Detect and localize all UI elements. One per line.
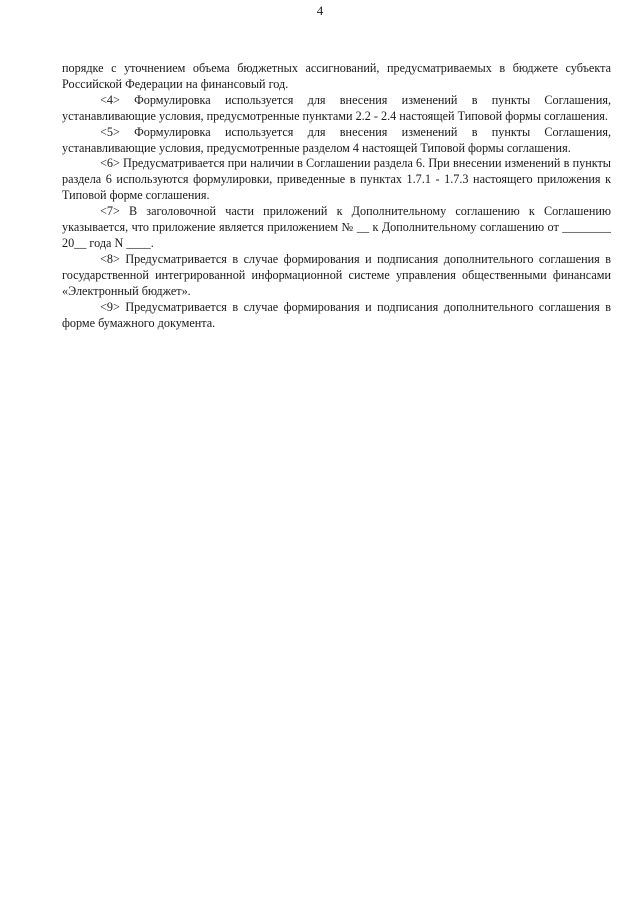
- footnote-4: <4> Формулировка используется для внесения изменений в пункты Соглашения, устанавливающие условия, предусмотренные пунктами 2.2 - 2.4 настоящей Типовой формы соглашения.: [62, 92, 611, 123]
- paragraph-continuation: порядке с уточнением объема бюджетных ассигнований, предусматриваемых в бюджете субъекта Российской Федерации на финансовый год.: [62, 61, 611, 91]
- footnote-9: <9> Предусматривается в случае формирования и подписания дополнительного соглашения в форме бумажного документа.: [62, 299, 611, 330]
- footnote-7: <7> В заголовочной части приложений к Дополнительному соглашению к Соглашению указывается, что приложение является приложением № __ к Дополнительному соглашению от ________ 20__ года N ____.: [62, 204, 611, 250]
- document-body: [62, 61, 611, 331]
- footnote-8: <8> Предусматривается в случае формирования и подписания дополнительного соглашения в государственной интегрированной информационной системе управления общественными финансами «Электронный бюджет».: [62, 251, 611, 298]
- page-number: 4: [316, 3, 324, 18]
- footnote-6: <6> Предусматривается при наличии в Соглашении раздела 6. При внесении изменений в пункты раздела 6 используются формулировки, приведенные в пунктах 1.7.1 - 1.7.3 настоящего приложения к Типовой форме соглашения.: [62, 156, 611, 203]
- footnote-5: <5> Формулировка используется для внесения изменений в пункты Соглашения, устанавливающие условия, предусмотренные разделом 4 настоящей Типовой формы соглашения.: [62, 124, 611, 155]
